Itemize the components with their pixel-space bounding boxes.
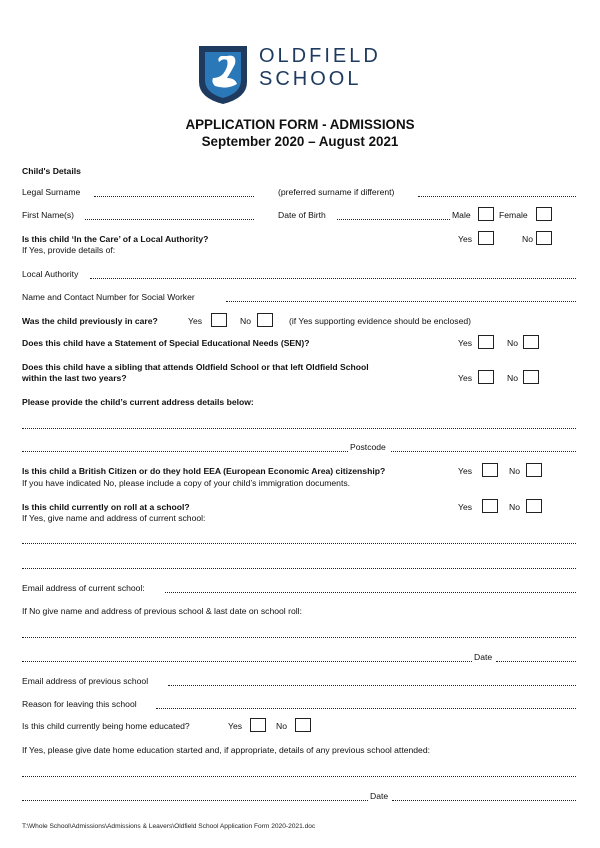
previous-school-line1-field[interactable] — [22, 637, 576, 638]
home-ed-yes-checkbox[interactable] — [250, 718, 266, 732]
citizen-note: If you have indicated No, please include a copy of your child’s immigration documents. — [22, 478, 351, 488]
prev-care-question: Was the child previously in care? — [22, 316, 158, 326]
roll-no-checkbox[interactable] — [526, 499, 542, 513]
home-ed-date-field[interactable] — [392, 800, 576, 801]
local-authority-label: Local Authority — [22, 269, 79, 279]
care-no-label: No — [522, 234, 533, 244]
first-names-label: First Name(s) — [22, 210, 75, 220]
current-school-line2-field[interactable] — [22, 568, 576, 569]
legal-surname-field[interactable] — [94, 196, 254, 197]
citizen-no-label: No — [509, 466, 520, 476]
swan-crest-icon — [197, 44, 249, 106]
school-name-line2: SCHOOL — [259, 68, 362, 90]
prev-care-yes-checkbox[interactable] — [211, 313, 227, 327]
sibling-no-label: No — [507, 373, 518, 383]
citizen-question: Is this child a British Citizen or do they hold EEA (European Economic Area) citizenship? — [22, 466, 386, 476]
home-ed-details-label: If Yes, please give date home education started and, if appropriate, details of any previous school attended: — [22, 745, 430, 755]
legal-surname-label: Legal Surname — [22, 187, 81, 197]
home-ed-date-label: Date — [370, 791, 389, 801]
female-checkbox[interactable] — [536, 207, 552, 221]
prev-care-no-checkbox[interactable] — [257, 313, 273, 327]
roll-yes-label: Yes — [458, 502, 473, 512]
prev-care-yes-label: Yes — [188, 316, 203, 326]
address-line2-field[interactable] — [22, 451, 348, 452]
citizen-yes-checkbox[interactable] — [482, 463, 498, 477]
previous-school-label: If No give name and address of previous school & last date on school roll: — [22, 606, 302, 616]
care-yes-checkbox[interactable] — [478, 231, 494, 245]
reason-leaving-label: Reason for leaving this school — [22, 699, 137, 709]
home-ed-yes-label: Yes — [228, 721, 243, 731]
home-ed-no-label: No — [276, 721, 287, 731]
reason-leaving-field[interactable] — [156, 708, 576, 709]
section-heading: Child's Details — [22, 166, 81, 176]
sen-yes-checkbox[interactable] — [478, 335, 494, 349]
roll-yes-checkbox[interactable] — [482, 499, 498, 513]
dob-label: Date of Birth — [278, 210, 326, 220]
roll-question: Is this child currently on roll at a school? — [22, 502, 190, 512]
roll-details-label: If Yes, give name and address of current school: — [22, 513, 206, 523]
sen-no-label: No — [507, 338, 518, 348]
address-heading: Please provide the child’s current address details below: — [22, 397, 254, 407]
email-previous-field[interactable] — [168, 685, 576, 686]
citizen-yes-label: Yes — [458, 466, 473, 476]
home-ed-line2-field[interactable] — [22, 800, 368, 801]
sibling-no-checkbox[interactable] — [523, 370, 539, 384]
sen-question: Does this child have a Statement of Special Educational Needs (SEN)? — [22, 338, 310, 348]
prev-care-no-label: No — [240, 316, 251, 326]
care-yes-label: Yes — [458, 234, 473, 244]
current-school-line1-field[interactable] — [22, 543, 576, 544]
preferred-surname-label: (preferred surname if different) — [278, 187, 395, 197]
care-details-label: If Yes, provide details of: — [22, 245, 116, 255]
social-worker-field[interactable] — [226, 301, 576, 302]
sen-no-checkbox[interactable] — [523, 335, 539, 349]
sibling-question-line2: within the last two years? — [22, 373, 127, 383]
form-title: APPLICATION FORM - ADMISSIONS — [185, 117, 415, 132]
prev-care-note: (if Yes supporting evidence should be enclosed) — [289, 316, 472, 326]
sibling-yes-label: Yes — [458, 373, 473, 383]
care-question: Is this child ‘In the Care’ of a Local Authority? — [22, 234, 209, 244]
previous-school-line2-field[interactable] — [22, 661, 472, 662]
care-no-checkbox[interactable] — [536, 231, 552, 245]
first-names-field[interactable] — [85, 219, 254, 220]
postcode-label: Postcode — [350, 442, 386, 452]
dob-field[interactable] — [337, 219, 450, 220]
sibling-question-line1: Does this child have a sibling that attends Oldfield School or that left Oldfield School — [22, 362, 369, 372]
address-line1-field[interactable] — [22, 428, 576, 429]
email-current-field[interactable] — [165, 592, 576, 593]
previous-date-field[interactable] — [496, 661, 576, 662]
roll-no-label: No — [509, 502, 520, 512]
preferred-surname-field[interactable] — [418, 196, 576, 197]
form-subtitle: September 2020 – August 2021 — [201, 134, 399, 149]
male-checkbox[interactable] — [478, 207, 494, 221]
local-authority-field[interactable] — [90, 278, 576, 279]
home-ed-no-checkbox[interactable] — [295, 718, 311, 732]
sen-yes-label: Yes — [458, 338, 473, 348]
footer-file-path: T:\Whole School\Admissions\Admissions & Leavers\Oldfield School Application Form 2020-2021.doc — [22, 823, 316, 830]
previous-date-label: Date — [474, 652, 493, 662]
email-previous-label: Email address of previous school — [22, 676, 149, 686]
social-worker-label: Name and Contact Number for Social Worker — [22, 292, 195, 302]
home-ed-line1-field[interactable] — [22, 776, 576, 777]
male-label: Male — [452, 210, 471, 220]
sibling-yes-checkbox[interactable] — [478, 370, 494, 384]
school-name-line1: OLDFIELD — [259, 45, 381, 67]
home-ed-question: Is this child currently being home educated? — [22, 721, 190, 731]
female-label: Female — [499, 210, 528, 220]
email-current-label: Email address of current school: — [22, 583, 145, 593]
postcode-field[interactable] — [391, 451, 576, 452]
citizen-no-checkbox[interactable] — [526, 463, 542, 477]
